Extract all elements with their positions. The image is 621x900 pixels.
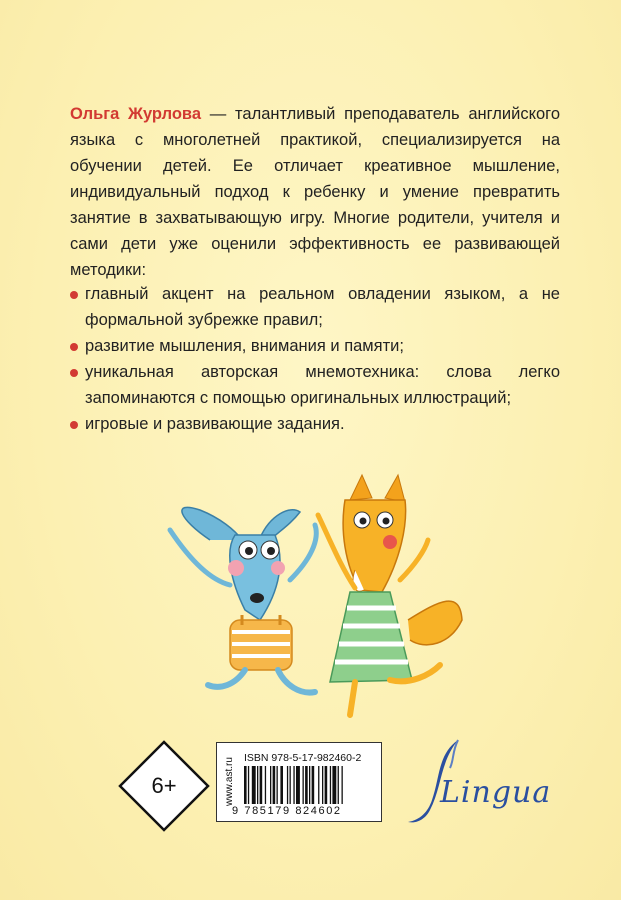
- barcode-bar: [309, 766, 310, 804]
- barcode-bar: [265, 766, 266, 804]
- barcode-bar: [312, 766, 315, 804]
- features-list: [70, 281, 560, 437]
- barcode-bar: [322, 766, 323, 804]
- barcode-bar: [296, 766, 300, 804]
- barcode-bar: [260, 766, 263, 804]
- barcode-bar: [303, 766, 304, 804]
- list-item: развитие мышления, внимания и памяти;: [70, 333, 560, 359]
- barcode-bar: [277, 766, 278, 804]
- barcode-bar: [252, 766, 256, 804]
- list-item: игровые и развивающие задания.: [70, 411, 560, 437]
- barcode-bar: [244, 766, 247, 804]
- barcode-bar: [338, 766, 339, 804]
- barcode-bar: [293, 766, 294, 804]
- barcode-bar: [287, 766, 288, 804]
- list-item: уникальная авторская мнемотехника: слова легко запоминаются с помощью оригинальных иллюстраций;: [70, 359, 560, 411]
- barcode-bar: [330, 766, 331, 804]
- dancing-animals-illustration: [150, 470, 470, 730]
- barcode-icon: [244, 766, 378, 804]
- barcode-bar: [280, 766, 283, 804]
- barcode-bar: [332, 766, 336, 804]
- author-name: Ольга Журлова: [70, 105, 202, 123]
- fox-figure: [318, 475, 462, 715]
- barcode-bar: [273, 766, 276, 804]
- publisher-logo-text: Lingua: [440, 775, 552, 810]
- barcode-number: 9 785179 824602: [232, 805, 342, 817]
- barcode-bar: [270, 766, 271, 804]
- isbn-label: ISBN 978-5-17-982460-2: [244, 752, 362, 764]
- list-item: главный акцент на реальном овладении языком, а не формальной зубрежке правил;: [70, 281, 560, 333]
- barcode-bar: [290, 766, 291, 804]
- author-description: [70, 101, 560, 283]
- barcode-bar: [318, 766, 319, 804]
- barcode-bar: [305, 766, 308, 804]
- age-rating-badge: [118, 740, 210, 832]
- author-bio: — талантливый преподаватель английского языка с многолетней практикой, специализируется на обучении детей. Ее отличает креативное мышление, индивидуальный подход к ребенку и умение превратить занятие в захватывающую игру. Многие родители, учителя и сами дети уже оценили эффективность ее развивающей методики:: [70, 105, 560, 279]
- age-rating: 6+: [151, 773, 177, 798]
- barcode-bar: [342, 766, 343, 804]
- barcode-bar: [257, 766, 258, 804]
- barcode-bar: [248, 766, 249, 804]
- barcode-bar: [325, 766, 328, 804]
- bunny-figure: [170, 507, 316, 692]
- website-label: www.ast.ru: [224, 757, 235, 807]
